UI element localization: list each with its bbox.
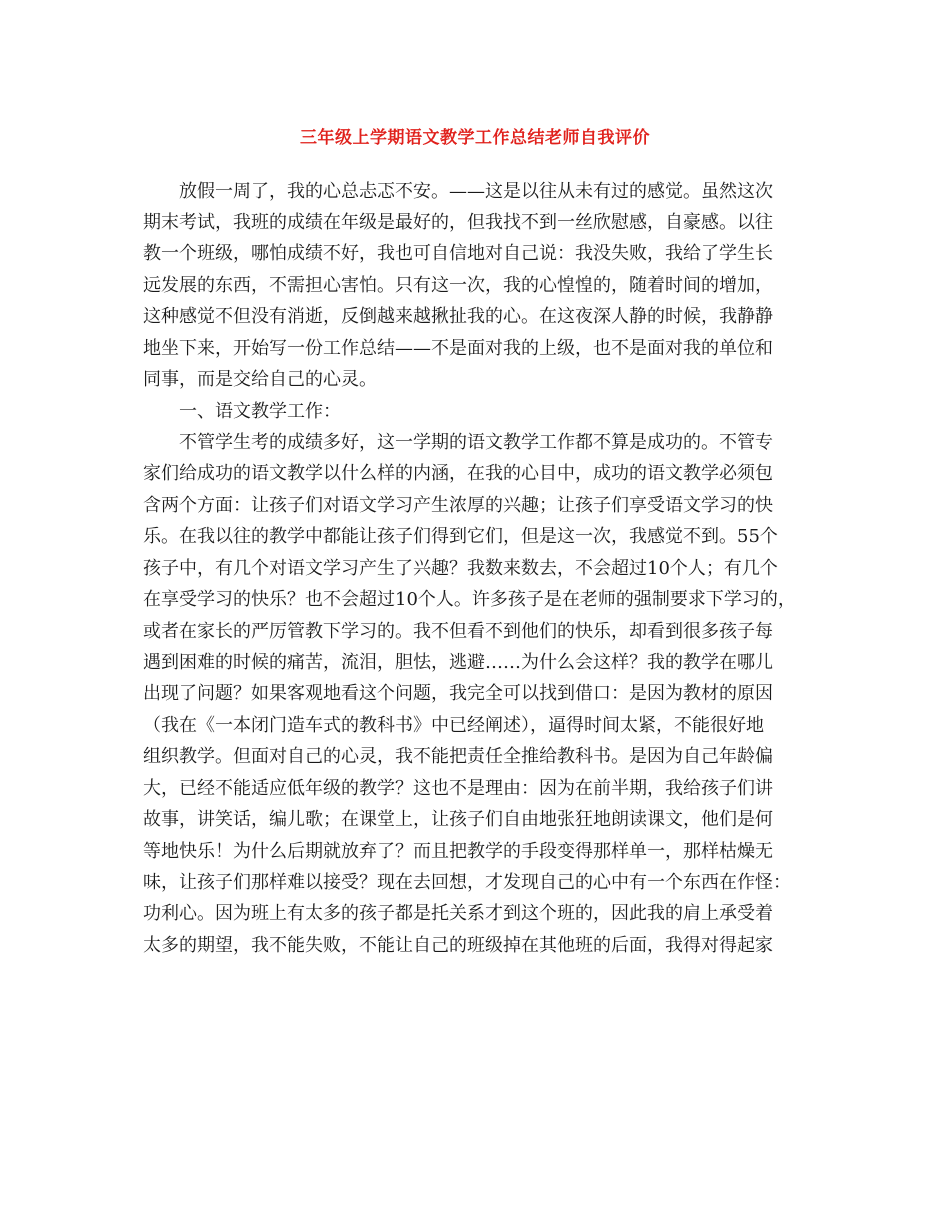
paragraph-line: 故事，讲笑话，编儿歌；在课堂上，让孩子们自由地张狂地朗读课文，他们是何	[143, 809, 773, 830]
paragraph-line: （我在《一本闭门造车式的教科书》中已经阐述），逼得时间太紧，不能很好地	[143, 715, 764, 736]
paragraph-line: 孩子中，有几个对语文学习产生了兴趣？我数来数去，不会超过10个人；有几个	[143, 558, 778, 579]
section-heading: 一、语文教学工作：	[143, 401, 341, 422]
paragraph-line: 放假一周了，我的心总忐忑不安。——这是以往从未有过的感觉。虽然这次	[143, 181, 773, 202]
paragraph-line: 乐。在我以往的教学中都能让孩子们得到它们，但是这一次，我感觉不到。55个	[143, 526, 778, 547]
document-title: 三年级上学期语文教学工作总结老师自我评价	[300, 128, 650, 148]
paragraph-line: 家们给成功的语文教学以什么样的内涵，在我的心目中，成功的语文教学必须包	[143, 463, 773, 484]
paragraph-line: 出现了问题？如果客观地看这个问题，我完全可以找到借口：是因为教材的原因	[143, 683, 773, 704]
paragraph-line: 味，让孩子们那样难以接受？现在去回想，才发现自己的心中有一个东西在作怪：	[143, 872, 791, 893]
paragraph-line: 不管学生考的成绩多好，这一学期的语文教学工作都不算是成功的。不管专	[143, 432, 773, 453]
paragraph-line: 同事，而是交给自己的心灵。	[143, 369, 377, 390]
paragraph-line: 等地快乐！为什么后期就放弃了？而且把教学的手段变得那样单一，那样枯燥无	[143, 841, 773, 862]
paragraph-line: 远发展的东西，不需担心害怕。只有这一次，我的心惶惶的，随着时间的增加，	[143, 275, 773, 296]
paragraph-line: 遇到困难的时候的痛苦，流泪，胆怯，逃避……为什么会这样？我的教学在哪儿	[143, 652, 773, 673]
paragraph-line: 在享受学习的快乐？也不会超过10个人。许多孩子是在老师的强制要求下学习的，	[143, 589, 796, 610]
paragraph-line: 期末考试，我班的成绩在年级是最好的，但我找不到一丝欣慰感，自豪感。以往	[143, 212, 773, 233]
paragraph-line: 含两个方面：让孩子们对语文学习产生浓厚的兴趣；让孩子们享受语文学习的快	[143, 495, 773, 516]
paragraph-line: 教一个班级，哪怕成绩不好，我也可自信地对自己说：我没失败，我给了学生长	[143, 243, 773, 264]
paragraph-line: 功利心。因为班上有太多的孩子都是托关系才到这个班的，因此我的肩上承受着	[143, 903, 773, 924]
paragraph-line: 或者在家长的严厉管教下学习的。我不但看不到他们的快乐，却看到很多孩子每	[143, 621, 773, 642]
paragraph-line: 地坐下来，开始写一份工作总结——不是面对我的上级，也不是面对我的单位和	[143, 338, 773, 359]
paragraph-line: 太多的期望，我不能失败，不能让自己的班级掉在其他班的后面，我得对得起家	[143, 935, 773, 956]
paragraph-line: 大，已经不能适应低年级的教学？这也不是理由：因为在前半期，我给孩子们讲	[143, 778, 773, 799]
paragraph-line: 组织教学。但面对自己的心灵，我不能把责任全推给教科书。是因为自己年龄偏	[143, 746, 773, 767]
paragraph-line: 这种感觉不但没有消逝，反倒越来越揪扯我的心。在这夜深人静的时候，我静静	[143, 306, 773, 327]
